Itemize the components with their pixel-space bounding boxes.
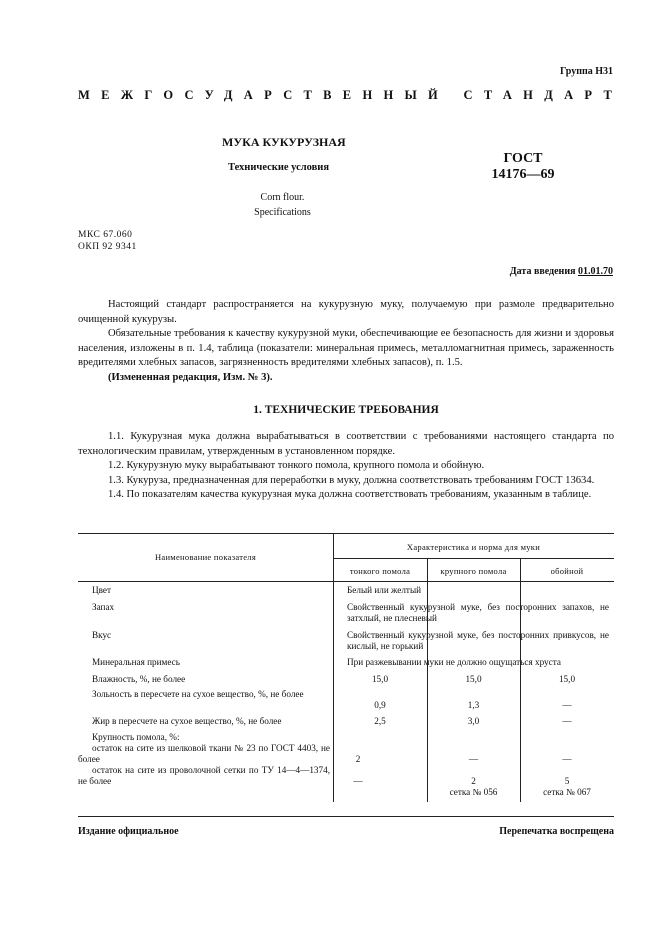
- value-coarse: —: [468, 754, 479, 764]
- value-coarse: 2: [471, 776, 476, 786]
- value-coarse: 1,3: [467, 700, 480, 710]
- section-text: [78, 430, 614, 503]
- value-whole: —: [562, 754, 572, 764]
- gost-label: ГОСТ: [503, 151, 543, 166]
- mks-code: МКС 67.060: [78, 230, 133, 240]
- english-title: Corn flour.: [260, 192, 305, 203]
- table-divider: [333, 558, 614, 559]
- standard-banner: МЕЖГОСУДАРСТВЕННЫЙ СТАНДАРТ: [78, 88, 624, 102]
- table-divider: [78, 581, 614, 582]
- value-coarse: 3,0: [467, 716, 480, 726]
- row-name: Крупность помола, %:: [92, 732, 180, 742]
- document-subtitle: Технические условия: [228, 162, 330, 173]
- value-fine: 15,0: [371, 674, 389, 684]
- header-characteristic: Характеристика и норма для муки: [406, 542, 541, 552]
- value-whole: 5: [564, 776, 570, 786]
- value-fine: 2,5: [374, 716, 386, 726]
- value-whole: —: [562, 716, 572, 726]
- row-name: Жир в пересчете на сухое вещество, %, не более: [92, 716, 282, 726]
- clause-1-1: 1.1. Кукурузная мука должна вырабатываться в соответствии с требованиями настоящего стандарта по технологическим правилам, утвержденным в установленном порядке.: [78, 431, 614, 457]
- clause-1-4: 1.4. По показателям качества кукурузная мука должна соответствовать требованиям, указанным в таблице.: [108, 489, 592, 500]
- intro-date-value: 01.01.70: [578, 266, 613, 277]
- requirements-table: [78, 533, 614, 802]
- value-fine: 2: [355, 754, 361, 764]
- gost-number: 14176—69: [491, 167, 555, 182]
- row-value: Свойственный кукурузной муке, без посторонних запахов, не затхлый, не плесневый: [347, 602, 609, 623]
- row-name: Зольность в пересчете на сухое вещество, %, не более: [92, 689, 304, 699]
- row-name: Вкус: [92, 630, 112, 640]
- amendment-note: (Измененная редакция, Изм. № 3).: [108, 371, 273, 383]
- english-subtitle: Specifications: [254, 207, 311, 218]
- value-whole-note: сетка № 067: [543, 787, 591, 797]
- okp-code: ОКП 92 9341: [78, 242, 137, 252]
- row-name: остаток на сите из проволочной сетки по ТУ 14—4—1374, не более: [78, 765, 330, 786]
- value-coarse: 15,0: [465, 674, 482, 684]
- section-heading: 1. ТЕХНИЧЕСКИЕ ТРЕБОВАНИЯ: [253, 404, 439, 416]
- header-fine: тонкого помола: [349, 566, 411, 576]
- header-whole: обойной: [550, 566, 584, 576]
- gost-designation: [488, 151, 558, 183]
- group-code: Группа Н31: [560, 66, 613, 77]
- row-name: Влажность, %, не более: [92, 674, 186, 684]
- row-value: При разжевывании муки не должно ощущаться хруста: [347, 657, 561, 667]
- value-coarse-note: сетка № 056: [449, 787, 498, 797]
- value-whole: 15,0: [558, 674, 576, 684]
- row-name: остаток на сите из шелковой ткани № 23 по ГОСТ 4403, не более: [78, 743, 330, 764]
- intro-paragraph: Обязательные требования к качеству кукурузной муки, обеспечивающие ее безопасность для жизни и здоровья населения, изложены в п. 1.4, таблица (показатели: минеральная примесь, металломагнитная примесь, зараженность вредителями хлебных запасов, загрязненность вредителями хлебных запасов), п. 1.5.: [78, 328, 614, 368]
- row-name: Запах: [92, 602, 115, 612]
- document-title: МУКА КУКУРУЗНАЯ: [222, 135, 346, 149]
- footer-official-edition: Издание официальное: [78, 826, 179, 837]
- clause-1-2: 1.2. Кукурузную муку вырабатывают тонкого помола, крупного помола и обойную.: [108, 460, 485, 471]
- value-fine: —: [353, 776, 363, 786]
- header-coarse: крупного помола: [440, 566, 507, 576]
- row-value: Белый или желтый: [347, 585, 422, 595]
- header-indicator: Наименование показателя: [154, 552, 257, 562]
- footer-rule: [78, 816, 614, 817]
- row-value: Свойственный кукурузной муке, без посторонних привкусов, не кислый, не горький: [347, 630, 609, 651]
- footer-reprint-prohibited: Перепечатка воспрещена: [499, 826, 614, 837]
- value-whole: —: [562, 700, 572, 710]
- row-name: Цвет: [92, 585, 112, 595]
- english-title-block: [200, 190, 365, 220]
- row-name: Минеральная примесь: [92, 657, 180, 667]
- intro-paragraph: Настоящий стандарт распространяется на кукурузную муку, получаемую при размоле предварительно очищенной кукурузы.: [78, 299, 614, 325]
- classification-codes: [78, 229, 137, 253]
- clause-1-3: 1.3. Кукуруза, предназначенная для переработки в муку, должна соответствовать требованиям ГОСТ 13634.: [108, 474, 595, 486]
- intro-date-label: Дата введения: [509, 266, 576, 277]
- value-fine: 0,9: [374, 700, 386, 710]
- introduction-date: [510, 266, 613, 277]
- intro-text: [78, 298, 614, 385]
